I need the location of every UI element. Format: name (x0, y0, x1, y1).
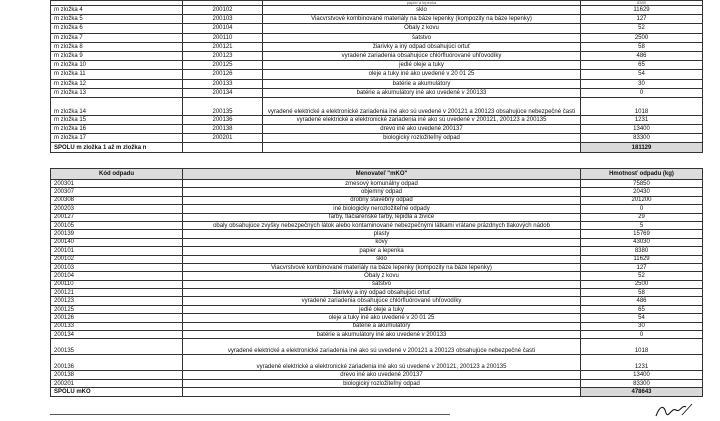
waste-code: 200133 (51, 322, 183, 330)
waste-description: jedlé oleje a tuky (263, 61, 581, 70)
table-row (51, 255, 703, 263)
table-row (51, 51, 703, 60)
waste-weight: 43030 (581, 238, 703, 246)
waste-code: 200133 (183, 79, 263, 88)
waste-code: 200121 (183, 42, 263, 51)
waste-weight: 486 (581, 297, 703, 305)
total-label: SPOLU m zložka 1 až m zložka n (51, 143, 183, 152)
waste-weight: 127 (581, 263, 703, 271)
waste-code: 200102 (183, 6, 263, 15)
table-row (51, 188, 703, 196)
table-row (51, 221, 703, 229)
table-row (51, 289, 703, 297)
waste-weight: 201200 (581, 196, 703, 204)
component-name: m zložka 14 (51, 97, 183, 115)
waste-weight: 52 (581, 272, 703, 280)
table-row (51, 70, 703, 79)
waste-description: batérie a akumulátory iné ako uvedené v 200133 (183, 331, 581, 339)
waste-description: jedlé oleje a tuky (183, 305, 581, 313)
header-weight: Hmotnosť odpadu (kg) (581, 169, 703, 180)
waste-code: 200121 (51, 289, 183, 297)
table-row (51, 180, 703, 188)
waste-code: 200123 (51, 297, 183, 305)
table-row (51, 322, 703, 330)
waste-description: drevo iné ako uvedené 200137 (263, 125, 581, 134)
table-row (51, 15, 703, 24)
table-row (51, 6, 703, 15)
table-row (51, 355, 703, 371)
table-row (51, 371, 703, 379)
waste-weight: 2500 (581, 33, 703, 42)
waste-description: iné biologicky nerozložiteľné odpady (183, 205, 581, 213)
waste-code: 200134 (51, 331, 183, 339)
waste-code: 200126 (51, 314, 183, 322)
table-row (51, 88, 703, 97)
waste-weight: 2500 (581, 280, 703, 288)
table-row (51, 196, 703, 204)
waste-description: vyradené elektrické a elektronické zariadenia iné ako sú uvedené v 200121, 200123 a 200135 (263, 115, 581, 124)
component-name: m zložka 11 (51, 70, 183, 79)
signature-mark (652, 401, 702, 420)
mko-total-label: SPOLU mKO (51, 388, 183, 396)
waste-weight: 486 (581, 51, 703, 60)
mko-total-spacer (183, 388, 581, 396)
waste-weight: 83300 (581, 134, 703, 143)
table-row (51, 97, 703, 115)
table-row (51, 280, 703, 288)
waste-description: batérie a akumulátory (183, 322, 581, 330)
component-name: m zložka 5 (51, 15, 183, 24)
waste-weight: 54 (581, 314, 703, 322)
waste-code: 200127 (51, 213, 183, 221)
mko-table (50, 168, 703, 397)
waste-weight: 5 (581, 221, 703, 229)
waste-description: biologický rozložiteľný odpad (183, 379, 581, 387)
mko-body (51, 180, 703, 388)
table-row (51, 134, 703, 143)
waste-code: 200101 (51, 247, 183, 255)
component-name: m zložka 4 (51, 6, 183, 15)
waste-weight: 52 (581, 24, 703, 33)
waste-description: vyradené elektrické a elektronické zariadenia iné ako sú uvedené v 200121 a 200123 obsahujúce nebezpečné časti (263, 97, 581, 115)
component-name: m zložka 16 (51, 125, 183, 134)
waste-code: 200110 (183, 33, 263, 42)
waste-weight: 0 (581, 205, 703, 213)
table-row (51, 272, 703, 280)
component-name: m zložka 13 (51, 88, 183, 97)
waste-code: 200201 (183, 134, 263, 143)
waste-code: 200138 (183, 125, 263, 134)
waste-weight: 8380 (581, 1, 703, 6)
table-row (51, 305, 703, 313)
total-value: 181129 (581, 143, 703, 152)
waste-code: 200307 (51, 188, 183, 196)
waste-description: batérie a akumulátory iné ako uvedené v 200133 (263, 88, 581, 97)
table-row (51, 213, 703, 221)
component-name: m zložka 10 (51, 61, 183, 70)
waste-weight: 30 (581, 322, 703, 330)
waste-code: 200139 (51, 230, 183, 238)
component-name: m zložka 12 (51, 79, 183, 88)
waste-description: vyradené zariadenia obsahujúce chlórfluórované uhľovodíky (263, 51, 581, 60)
waste-weight: 30 (581, 79, 703, 88)
waste-weight: 15769 (581, 230, 703, 238)
waste-description: zmesový komunálny odpad (183, 180, 581, 188)
waste-weight: 83300 (581, 379, 703, 387)
waste-weight: 8380 (581, 247, 703, 255)
waste-code: 200134 (183, 88, 263, 97)
waste-weight: 54 (581, 70, 703, 79)
waste-code: 200135 (183, 97, 263, 115)
waste-weight: 1231 (581, 115, 703, 124)
waste-code: 200123 (183, 51, 263, 60)
sorted-components-table (50, 0, 703, 153)
sorted-components-total-row (51, 143, 703, 152)
waste-description: Obaly z kovu (263, 24, 581, 33)
waste-description: vyradené zariadenia obsahujúce chlórfluórované uhľovodíky (183, 297, 581, 305)
waste-description: žiarivky a iný odpad obsahujúci ortuť (263, 42, 581, 51)
table-row (51, 205, 703, 213)
waste-description: Viacvrstvové kombinované materiály na báze lepenky (kompozity na báze lepenky) (183, 263, 581, 271)
component-name: m zložka 17 (51, 134, 183, 143)
waste-description: sklo (263, 6, 581, 15)
table-row (51, 238, 703, 246)
component-name: m zložka 6 (51, 24, 183, 33)
waste-code: 200136 (183, 115, 263, 124)
waste-weight: 58 (581, 289, 703, 297)
waste-description: vyradené elektrické a elektronické zariadenia iné ako sú uvedené v 200121 a 200123 obsahujúce nebezpečné časti (183, 339, 581, 355)
table-row (51, 61, 703, 70)
component-name: m zložka 9 (51, 51, 183, 60)
waste-code: 200125 (51, 305, 183, 313)
waste-weight: 1018 (581, 97, 703, 115)
waste-weight: 127 (581, 15, 703, 24)
waste-code: 200201 (51, 379, 183, 387)
waste-weight: 29 (581, 213, 703, 221)
table-row (51, 79, 703, 88)
table-row (51, 247, 703, 255)
waste-weight: 13400 (581, 125, 703, 134)
table-row (51, 379, 703, 387)
table-row (51, 263, 703, 271)
waste-code: 200135 (51, 339, 183, 355)
waste-description: Viacvrstvové kombinované materiály na báze lepenky (kompozity na báze lepenky) (263, 15, 581, 24)
waste-code: 200110 (51, 280, 183, 288)
waste-weight: 0 (581, 331, 703, 339)
sorted-components-body (51, 1, 703, 143)
waste-description: batérie a akumulátory (263, 79, 581, 88)
table-row (51, 314, 703, 322)
waste-description: drobný stavebný odpad (183, 196, 581, 204)
waste-code: 200102 (51, 255, 183, 263)
table-row (51, 42, 703, 51)
mko-header-row (51, 169, 703, 180)
waste-weight: 11629 (581, 255, 703, 263)
waste-code: 200301 (51, 180, 183, 188)
waste-description: kovy (183, 238, 581, 246)
waste-description: farby, tlačiarenské farby, lepidlá a živice (183, 213, 581, 221)
waste-code: 200140 (51, 238, 183, 246)
waste-weight: 11629 (581, 6, 703, 15)
component-name: m zložka 8 (51, 42, 183, 51)
waste-code: 200104 (51, 272, 183, 280)
waste-description: papier a lepenka (263, 1, 581, 6)
waste-weight: 1231 (581, 355, 703, 371)
waste-weight: 20430 (581, 188, 703, 196)
waste-weight: 65 (581, 305, 703, 313)
total-code-cell (183, 143, 263, 152)
table-row (51, 33, 703, 42)
table-row (51, 24, 703, 33)
table-row (51, 230, 703, 238)
table-row (51, 115, 703, 124)
mko-total-value: 478643 (581, 388, 703, 396)
waste-description: šatstvo (263, 33, 581, 42)
waste-description: Obaly z kovu (183, 272, 581, 280)
waste-code: 200104 (183, 24, 263, 33)
waste-description: sklo (183, 255, 581, 263)
waste-code: 200105 (51, 221, 183, 229)
waste-weight: 75850 (581, 180, 703, 188)
waste-description: obaly obsahujúce zvyšky nebezpečných látok alebo kontaminované nebezpečnými látkami vrátane prázdnych tlakových nádob (183, 221, 581, 229)
waste-description: objemný odpad (183, 188, 581, 196)
component-name: m zložka 15 (51, 115, 183, 124)
waste-description: papier a lepenka (183, 247, 581, 255)
table-row (51, 125, 703, 134)
waste-code: 200203 (51, 205, 183, 213)
waste-description: žiarivky a iný odpad obsahujúci ortuť (183, 289, 581, 297)
waste-weight: 58 (581, 42, 703, 51)
waste-weight: 13400 (581, 371, 703, 379)
waste-weight: 1018 (581, 339, 703, 355)
waste-description: biologický rozložiteľný odpad (263, 134, 581, 143)
table-row (51, 331, 703, 339)
header-code: Kód odpadu (51, 169, 183, 180)
waste-code: 200136 (51, 355, 183, 371)
mko-total-row (51, 388, 703, 396)
waste-code: 200103 (183, 15, 263, 24)
component-name: m zložka 7 (51, 33, 183, 42)
waste-code: 200125 (183, 61, 263, 70)
waste-weight: 0 (581, 88, 703, 97)
waste-description: plasty (183, 230, 581, 238)
waste-code: 200126 (183, 70, 263, 79)
total-desc-cell (263, 143, 581, 152)
table-row (51, 339, 703, 355)
waste-description: drevo iné ako uvedené 200137 (183, 371, 581, 379)
waste-weight: 65 (581, 61, 703, 70)
waste-code: 200138 (51, 371, 183, 379)
header-name: Menovateľ "mKO" (183, 169, 581, 180)
waste-description: vyradené elektrické a elektronické zariadenia iné ako sú uvedené v 200121, 200123 a 200135 (183, 355, 581, 371)
waste-description: oleje a tuky iné ako uvedené v 20 01 25 (263, 70, 581, 79)
table-row (51, 297, 703, 305)
waste-code: 200308 (51, 196, 183, 204)
waste-description: šatstvo (183, 280, 581, 288)
waste-code: 200103 (51, 263, 183, 271)
waste-description: oleje a tuky iné ako uvedené v 20 01 25 (183, 314, 581, 322)
